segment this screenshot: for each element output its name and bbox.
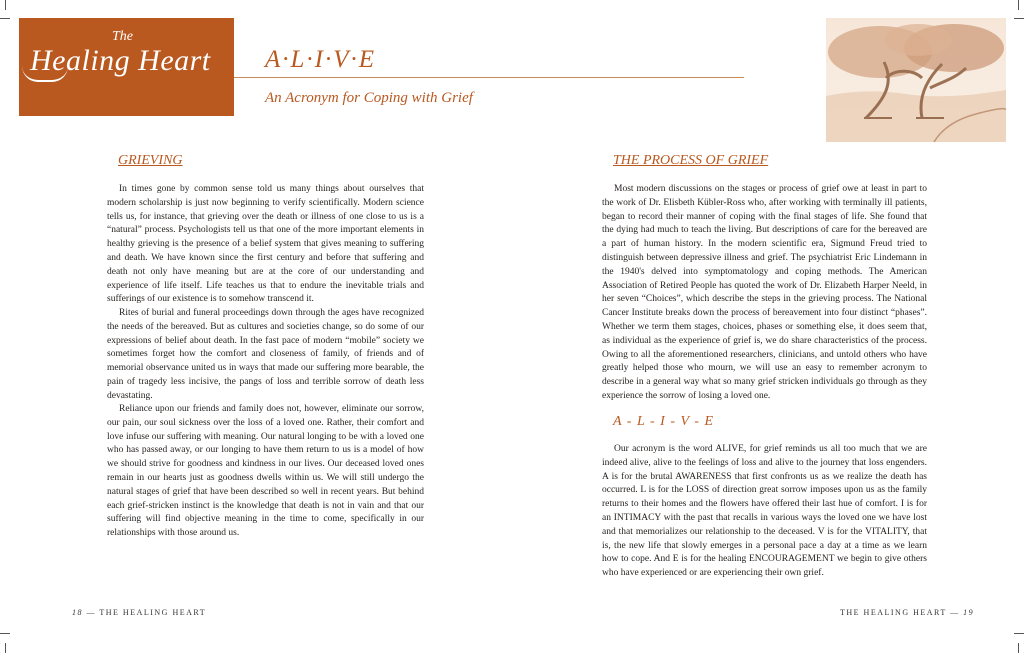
footer-running-title: THE HEALING HEART — [840, 608, 947, 617]
paragraph: Rites of burial and funeral proceedings down through the ages have recognized the needs of the bereaved. But as cultures and societies change, so do some of our expressions of belief about death. In the fast pace of modern “mobile” society we sometimes forget how the comfort and closeness of family, of friends and of memorial observance united us in ways that made our suffering more bearable, the pain of tragedy less incisive, the pangs of loss and terrible sorrow of death less devastating. — [107, 308, 424, 401]
section-heading-grieving: GRIEVING — [118, 153, 183, 168]
footer-left: 18 — THE HEALING HEART — [72, 608, 207, 617]
title-rule — [234, 77, 744, 78]
page-subtitle: An Acronym for Coping with Grief — [265, 90, 473, 106]
crop-mark — [1018, 0, 1019, 10]
crop-mark — [0, 18, 10, 19]
logo-wordmark: Healing Heart — [30, 44, 211, 77]
crop-mark — [5, 643, 6, 653]
page-number: 19 — [963, 608, 975, 617]
footer-right: THE HEALING HEART — 19 — [840, 608, 975, 617]
crop-mark — [1014, 18, 1024, 19]
paragraph: In times gone by common sense told us many things about ourselves that modern scholarship is just now beginning to verify scientifically. Modern science tells us, for instance, that grieving over the death or illness of one close to us is a “natural” process. Psychologists tell us that one of the more important elements in healthy grieving is the presence of a belief system that gives meaning to suffering and death. We have known since the first century and before that suffering and death not only have meaning but are at the core of our understanding and experience of life itself. Life teaches us that to endure the inevitable trials and sufferings of our existence is to somehow transcend it. — [107, 184, 424, 305]
paragraph: Most modern discussions on the stages or process of grief owe at least in part to the work of Dr. Elisbeth Kübler-Ross who, after working with terminally ill patients, began to record their manner of coping with the final stages of life. She found that the dying had much to teach the living. But descriptions of care for the bereaved are a part of human history. In the modern scientific era, Sigmund Freud tried to distinguish between depressive illness and grief. The psychiatrist Eric Lindemann in the 1940's delved into symptomatology and coping methods. The American Association of Retired People has quoted the work of Dr. Elizabeth Harper Neeld, in her seven “Choices”, which describe the steps in the grieving process. The National Cancer Institute breaks down the process of bereavement into four distinct “phases”. Whether we term them stages, choices, phases or something else, it does seem that, as individual as the experience of grief is, we do share characteristics of the process. Owing to all the aforementioned researchers, clinicians, and untold others who have greatly helped those who mourn, we will use an easy to remember acronym to describe in a general way what so many grief stricken individuals go through as they experience the sorrow of losing a loved one. — [602, 184, 927, 401]
crop-mark — [1018, 643, 1019, 653]
section-heading-alive: A - L - I - V - E — [613, 414, 714, 429]
paragraph: Our acronym is the word ALIVE, for grief reminds us all too much that we are indeed alive, alive to the feelings of loss and alive to the journey that loss engenders. A is for the brutal AWARENESS that first confronts us as we realize the death has occurred. L is for the LOSS of direction great sorrow imposes upon us as the family returns to their homes and the flowers have offered their last hue of comfort. I is for an INTIMACY with the past that recalls in various ways the loved one we have lost and that memorializes our relationship to the deceased. V is for the VITALITY, that is, the new life that slowly emerges in a personal pace a day at a time as we learn how to cope. And E is for the healing ENCOURAGEMENT we begin to give others who have experienced or are experiencing their own grief. — [602, 444, 927, 579]
crop-mark — [5, 0, 6, 10]
crop-mark — [1014, 633, 1024, 634]
page-title: A·L·I·V·E — [265, 46, 377, 73]
page-number: 18 — [72, 608, 83, 617]
logo-the: The — [112, 29, 133, 44]
paragraph: Reliance upon our friends and family does not, however, eliminate our sorrow, our pain, our soul sickness over the loss of a loved one. Rather, their comfort and love infuse our suffering with meaning. Our natural longing to be with a loved one who has passed away, or our longing to have them return to us is a model of how we should strive for goodness and kindness in our lives. Our deceased loved ones remain in our hearts just as goodness dwells within us. We will still undergo the natural stages of grief that have been described so well in recent years. But behind each grief-stricken instinct is the knowledge that death is not in vain and that our suffering will find objective meaning in the time to come, specifically in our relationships with those around us. — [107, 404, 424, 539]
section-heading-process-of-grief: THE PROCESS OF GRIEF — [613, 153, 769, 168]
footer-running-title: THE HEALING HEART — [99, 608, 207, 617]
crop-mark — [0, 633, 10, 634]
tree-sketch-image — [826, 18, 1006, 142]
